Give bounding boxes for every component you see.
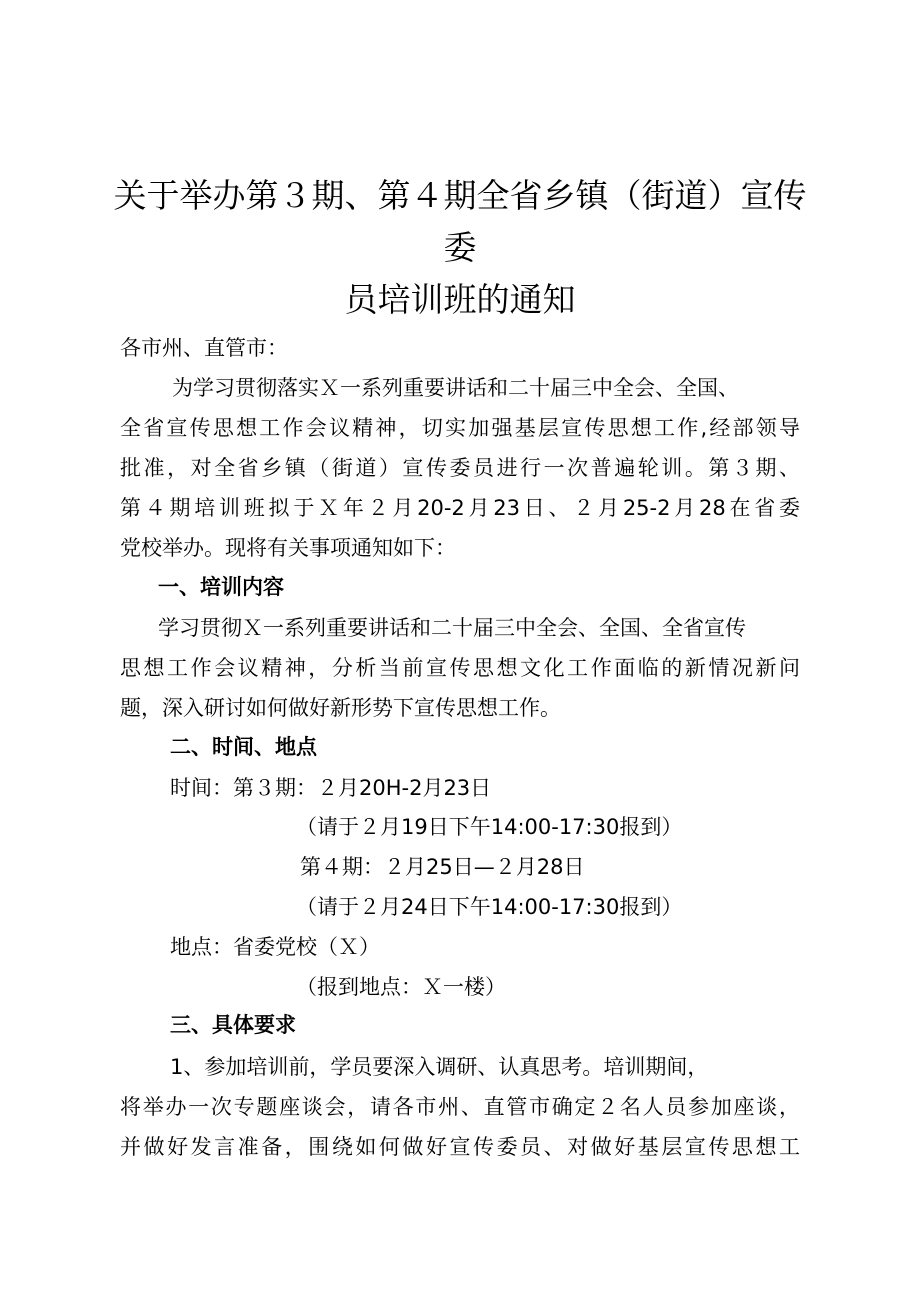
intro-line-1: 为学习贯彻落实Ｘ一系列重要讲话和二十届三中全会、全国、 <box>172 376 739 400</box>
section1-heading: 一、培训内容 <box>158 575 284 599</box>
section2-heading: 二、时间、地点 <box>170 735 317 759</box>
section3-line-1: 1、参加培训前，学员要深入调研、认真思考。培训期间， <box>170 1055 709 1079</box>
section3-line-3: 并做好发言准备，围绕如何做好宣传委员、对做好基层宣传思想工 <box>120 1135 800 1159</box>
intro-line-2: 全省宣传思想工作会议精神，切实加强基层宣传思想工作,经部领导 <box>120 416 800 440</box>
title-line-1: 关于举办第３期、第４期全省乡镇（街道）宣传委 <box>113 176 807 267</box>
section3-heading: 三、具体要求 <box>170 1013 296 1037</box>
time-note-2: （请于２月24日下午14:00-17:30报到） <box>296 895 683 919</box>
section3-line-2: 将举办一次专题座谈会，请各市州、直管市确定２名人员参加座谈， <box>120 1095 800 1119</box>
time-line: 时间：第３期：２月20H-2月23日 <box>170 776 492 800</box>
salutation: 各市州、直管市： <box>120 336 288 360</box>
section1-line-1: 学习贯彻Ｘ一系列重要讲话和二十届三中全会、全国、全省宣传 <box>158 616 746 640</box>
document-title <box>110 170 810 326</box>
time-period-4: 第４期：２月25日—２月28日 <box>300 855 585 879</box>
intro-line-3: 批准，对全省乡镇（街道）宣传委员进行一次普遍轮训。第３期、 <box>120 456 800 480</box>
place-line: 地点：省委党校（Ｘ） <box>170 935 380 959</box>
time-note-1: （请于２月19日下午14:00-17:30报到） <box>296 815 683 839</box>
intro-line-5: 党校举办。现将有关事项通知如下： <box>120 536 456 560</box>
section1-line-2: 思想工作会议精神，分析当前宣传思想文化工作面临的新情况新问 <box>120 656 800 680</box>
section1-line-3: 题，深入研讨如何做好新形势下宣传思想工作。 <box>120 696 561 720</box>
title-line-2: 员培训班的通知 <box>344 280 576 319</box>
place-note: （报到地点：Ｘ一楼） <box>296 975 506 999</box>
intro-line-4: 第４期培训班拟于Ｘ年２月20-2月23日、２月25-2月28在省委 <box>120 496 800 520</box>
